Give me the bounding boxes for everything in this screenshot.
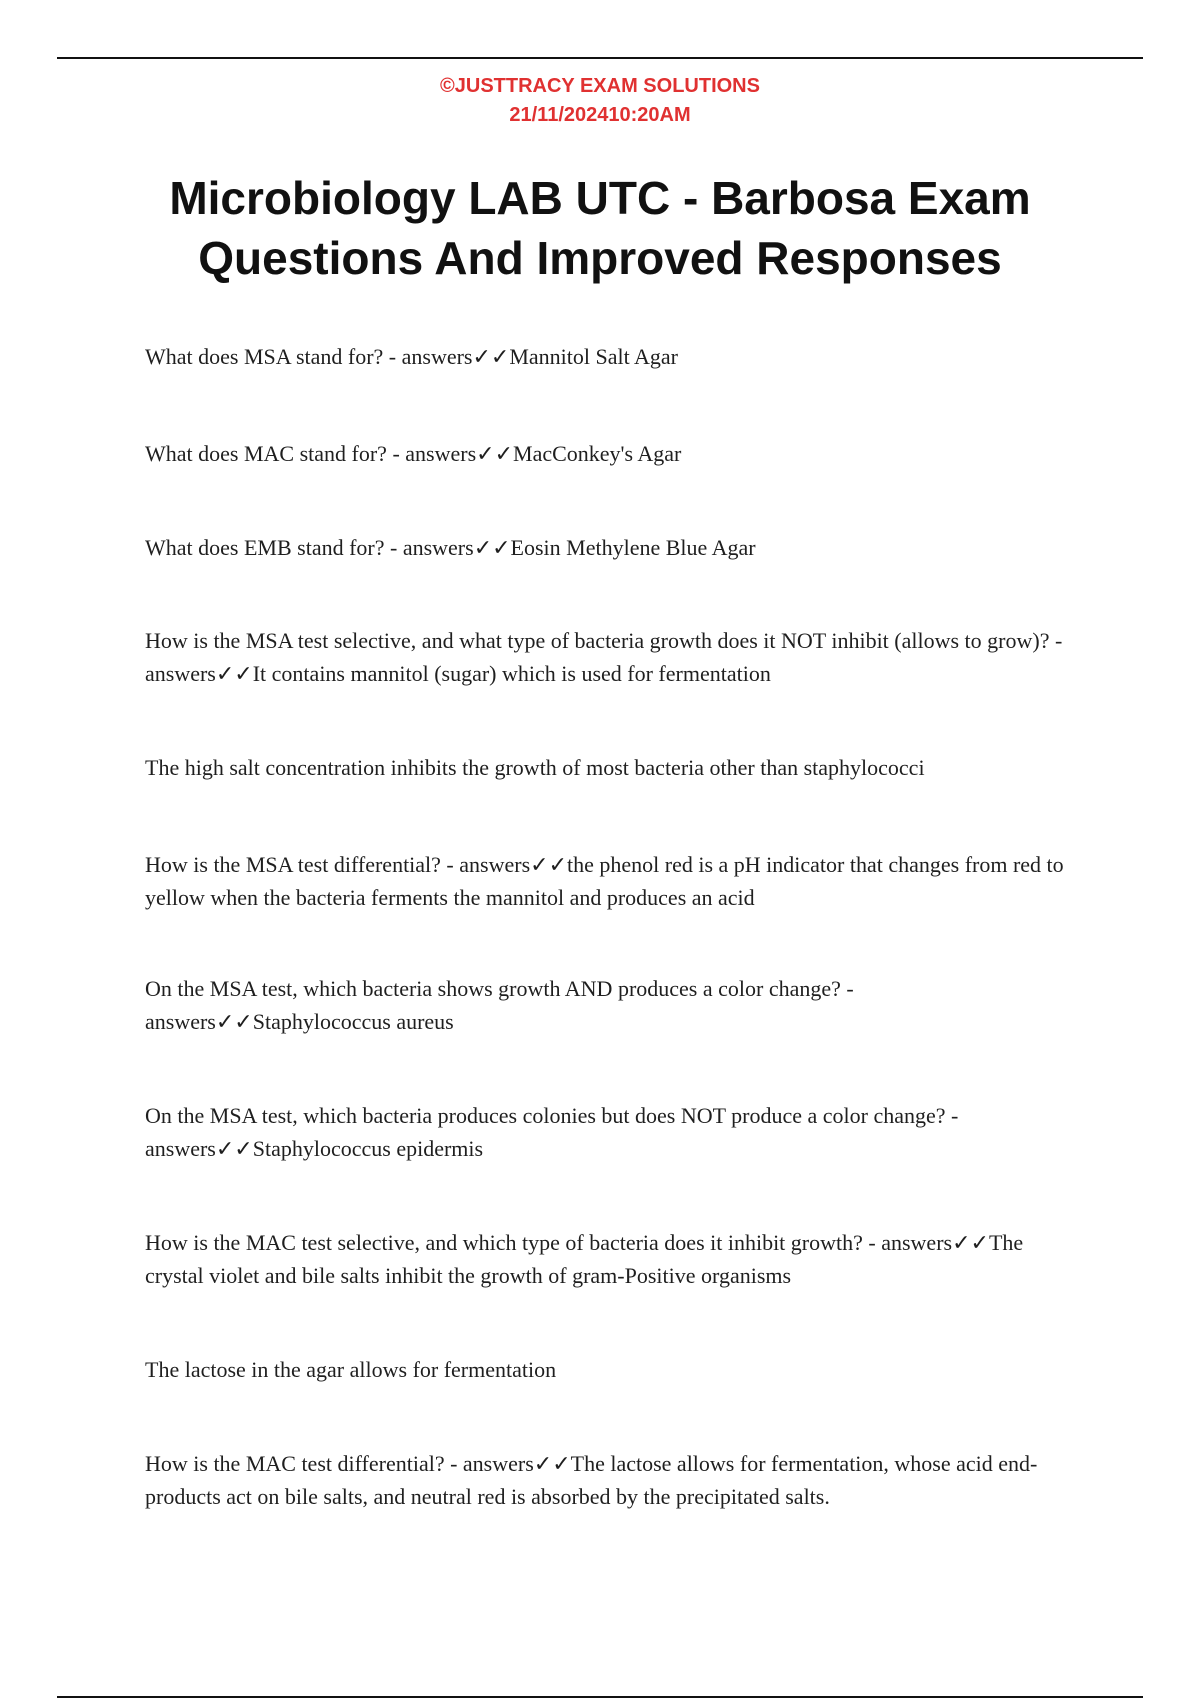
top-rule [57, 57, 1143, 59]
qa-entry: How is the MSA test differential? - answers✓✓the phenol red is a pH indicator that changes from red to yellow when the bacteria ferments the mannitol and produces an acid [145, 852, 1064, 910]
qa-entry: The high salt concentration inhibits the growth of most bacteria other than staphylococci [145, 755, 925, 780]
qa-entry: On the MSA test, which bacteria shows growth AND produces a color change? - answers✓✓Staphylococcus aureus [145, 976, 854, 1034]
header-brand: ©JUSTTRACY EXAM SOLUTIONS [440, 75, 760, 97]
header-timestamp: 21/11/202410:20AM [509, 104, 691, 126]
bottom-rule [57, 1696, 1143, 1698]
qa-entry: How is the MAC test selective, and which type of bacteria does it inhibit growth? - answers✓✓The crystal violet and bile salts inhibit the growth of gram-Positive organisms [145, 1230, 1024, 1288]
qa-entry: What does MSA stand for? - answers✓✓Mannitol Salt Agar [145, 344, 679, 369]
qa-entry: The lactose in the agar allows for fermentation [145, 1357, 557, 1382]
title-line-1: Microbiology LAB UTC - Barbosa Exam [169, 172, 1031, 224]
qa-entry: What does MAC stand for? - answers✓✓MacConkey's Agar [145, 441, 682, 466]
qa-entry: What does EMB stand for? - answers✓✓Eosin Methylene Blue Agar [145, 535, 756, 560]
qa-entry: How is the MAC test differential? - answers✓✓The lactose allows for fermentation, whose acid end-products act on bile salts, and neutral red is absorbed by the precipitated salts. [145, 1451, 1038, 1509]
watermark-header [0, 72, 1200, 130]
qa-entry: On the MSA test, which bacteria produces colonies but does NOT produce a color change? - answers✓✓Staphylococcus epidermis [145, 1103, 959, 1161]
document-title [0, 168, 1200, 288]
qa-entry: How is the MSA test selective, and what type of bacteria growth does it NOT inhibit (allows to grow)? - answers✓✓It contains mannitol (sugar) which is used for fermentation [145, 628, 1063, 686]
title-line-2: Questions And Improved Responses [198, 232, 1002, 284]
